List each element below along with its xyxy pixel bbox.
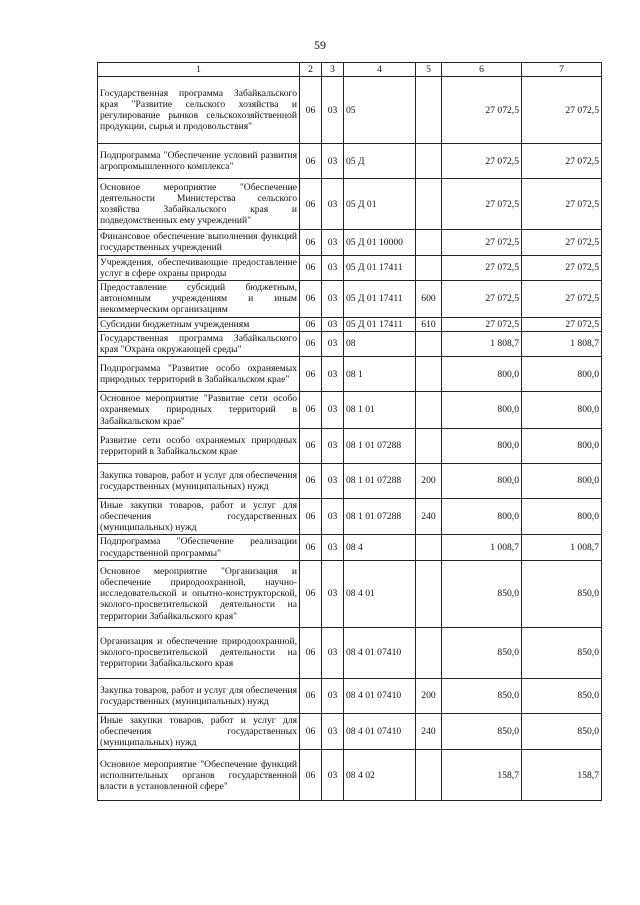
page-number: 59 <box>314 38 326 52</box>
row-code-rz: 06 <box>300 678 322 713</box>
row-code-pr: 03 <box>322 317 344 331</box>
row-amount-year1: 850,0 <box>442 627 522 678</box>
row-code-vr <box>416 560 442 627</box>
row-code-csr: 08 4 01 07410 <box>344 713 416 750</box>
table-row <box>98 463 602 498</box>
row-amount-year1: 800,0 <box>442 498 522 535</box>
row-code-csr: 05 Д 01 17411 <box>344 317 416 331</box>
row-name: Учреждения, обеспечивающие предоставление услуг в сфере охраны природы <box>98 255 300 280</box>
row-code-rz: 06 <box>300 144 322 179</box>
row-code-rz: 06 <box>300 463 322 498</box>
row-code-csr: 05 Д 01 17411 <box>344 281 416 318</box>
row-code-vr <box>416 331 442 356</box>
row-code-vr <box>416 179 442 230</box>
row-amount-year1: 27 072,5 <box>442 230 522 255</box>
column-header: 7 <box>522 63 602 77</box>
row-amount-year2: 1 008,7 <box>522 535 602 560</box>
column-number-header-row <box>98 63 602 77</box>
row-code-pr: 03 <box>322 230 344 255</box>
table-row <box>98 331 602 356</box>
row-code-pr: 03 <box>322 77 344 144</box>
row-code-pr: 03 <box>322 627 344 678</box>
row-name: Развитие сети особо охраняемых природных территорий в Забайкальском крае <box>98 428 300 463</box>
row-code-rz: 06 <box>300 713 322 750</box>
table-row <box>98 144 602 179</box>
row-name: Финансовое обеспечение выполнения функций государственных учреждений <box>98 230 300 255</box>
row-code-vr <box>416 357 442 392</box>
row-name: Государственная программа Забайкальского края "Охрана окружающей среды" <box>98 331 300 356</box>
row-amount-year2: 1 808,7 <box>522 331 602 356</box>
row-amount-year1: 27 072,5 <box>442 144 522 179</box>
table-row <box>98 392 602 429</box>
row-name: Подпрограмма "Обеспечение реализации государственной программы" <box>98 535 300 560</box>
column-header: 3 <box>322 63 344 77</box>
row-code-vr <box>416 428 442 463</box>
row-code-pr: 03 <box>322 428 344 463</box>
row-code-rz: 06 <box>300 535 322 560</box>
row-code-rz: 06 <box>300 281 322 318</box>
row-code-csr: 08 <box>344 331 416 356</box>
table-row <box>98 678 602 713</box>
row-amount-year2: 27 072,5 <box>522 281 602 318</box>
row-code-rz: 06 <box>300 627 322 678</box>
row-amount-year2: 27 072,5 <box>522 317 602 331</box>
row-code-rz: 06 <box>300 331 322 356</box>
row-amount-year1: 800,0 <box>442 428 522 463</box>
row-name: Подпрограмма "Развитие особо охраняемых природных территорий в Забайкальском крае" <box>98 357 300 392</box>
row-name: Подпрограмма "Обеспечение условий развития агропромышленного комплекса" <box>98 144 300 179</box>
row-amount-year2: 158,7 <box>522 750 602 801</box>
row-amount-year2: 850,0 <box>522 678 602 713</box>
row-code-csr: 05 <box>344 77 416 144</box>
row-code-vr: 200 <box>416 678 442 713</box>
row-code-csr: 08 4 01 07410 <box>344 678 416 713</box>
row-code-rz: 06 <box>300 428 322 463</box>
row-amount-year1: 850,0 <box>442 713 522 750</box>
table-row <box>98 317 602 331</box>
row-code-vr: 610 <box>416 317 442 331</box>
row-code-csr: 05 Д 01 <box>344 179 416 230</box>
row-code-pr: 03 <box>322 179 344 230</box>
row-amount-year1: 27 072,5 <box>442 255 522 280</box>
column-header: 4 <box>344 63 416 77</box>
row-code-vr <box>416 144 442 179</box>
row-code-rz: 06 <box>300 179 322 230</box>
row-name: Основное мероприятие "Обеспечение деятельности Министерства сельского хозяйства Забайкальского края и подведомственных ему учреждений" <box>98 179 300 230</box>
row-code-pr: 03 <box>322 535 344 560</box>
row-name: Иные закупки товаров, работ и услуг для обеспечения государственных (муниципальных) нужд <box>98 713 300 750</box>
row-code-vr: 200 <box>416 463 442 498</box>
row-code-csr: 08 4 02 <box>344 750 416 801</box>
row-code-pr: 03 <box>322 144 344 179</box>
column-header: 2 <box>300 63 322 77</box>
row-code-pr: 03 <box>322 750 344 801</box>
row-code-rz: 06 <box>300 560 322 627</box>
row-name: Основное мероприятие "Обеспечение функций исполнительных органов государственной власти в установленной сфере" <box>98 750 300 801</box>
row-code-csr: 08 1 <box>344 357 416 392</box>
row-amount-year1: 27 072,5 <box>442 179 522 230</box>
row-code-csr: 08 1 01 07288 <box>344 463 416 498</box>
row-amount-year1: 1 008,7 <box>442 535 522 560</box>
row-code-vr <box>416 255 442 280</box>
row-amount-year1: 850,0 <box>442 678 522 713</box>
row-amount-year2: 27 072,5 <box>522 179 602 230</box>
table-row <box>98 255 602 280</box>
row-amount-year1: 27 072,5 <box>442 317 522 331</box>
row-name: Закупка товаров, работ и услуг для обеспечения государственных (муниципальных) нужд <box>98 678 300 713</box>
budget-table <box>97 62 602 801</box>
row-code-rz: 06 <box>300 317 322 331</box>
row-amount-year2: 800,0 <box>522 428 602 463</box>
row-code-vr: 240 <box>416 713 442 750</box>
table-row <box>98 713 602 750</box>
row-code-rz: 06 <box>300 750 322 801</box>
row-amount-year2: 27 072,5 <box>522 77 602 144</box>
row-code-pr: 03 <box>322 560 344 627</box>
row-code-csr: 05 Д 01 17411 <box>344 255 416 280</box>
row-amount-year1: 27 072,5 <box>442 77 522 144</box>
row-code-pr: 03 <box>322 463 344 498</box>
row-code-rz: 06 <box>300 230 322 255</box>
row-code-vr <box>416 750 442 801</box>
row-name: Субсидии бюджетным учреждениям <box>98 317 300 331</box>
row-code-pr: 03 <box>322 713 344 750</box>
row-amount-year2: 800,0 <box>522 498 602 535</box>
row-code-vr <box>416 627 442 678</box>
row-code-csr: 08 4 01 <box>344 560 416 627</box>
table-row <box>98 498 602 535</box>
row-code-csr: 08 4 <box>344 535 416 560</box>
row-code-csr: 08 1 01 <box>344 392 416 429</box>
row-amount-year1: 800,0 <box>442 463 522 498</box>
row-amount-year1: 800,0 <box>442 357 522 392</box>
row-code-rz: 06 <box>300 255 322 280</box>
row-code-vr: 600 <box>416 281 442 318</box>
row-code-vr <box>416 535 442 560</box>
row-amount-year2: 800,0 <box>522 357 602 392</box>
row-code-pr: 03 <box>322 331 344 356</box>
row-amount-year1: 800,0 <box>442 392 522 429</box>
row-code-csr: 08 4 01 07410 <box>344 627 416 678</box>
row-name: Основное мероприятие "Развитие сети особо охраняемых природных территорий в Забайкальском крае" <box>98 392 300 429</box>
table-row <box>98 560 602 627</box>
row-amount-year1: 1 808,7 <box>442 331 522 356</box>
table-row <box>98 281 602 318</box>
row-name: Государственная программа Забайкальского края "Развитие сельского хозяйства и регулирование рынков сельскохозяйственной продукции, сырья и продовольствия" <box>98 77 300 144</box>
table-row <box>98 77 602 144</box>
row-code-pr: 03 <box>322 498 344 535</box>
row-code-csr: 08 1 01 07288 <box>344 498 416 535</box>
row-amount-year2: 27 072,5 <box>522 144 602 179</box>
row-name: Иные закупки товаров, работ и услуг для обеспечения государственных (муниципальных) нужд <box>98 498 300 535</box>
row-code-vr: 240 <box>416 498 442 535</box>
row-amount-year1: 27 072,5 <box>442 281 522 318</box>
row-code-rz: 06 <box>300 357 322 392</box>
row-name: Организация и обеспечение природоохранной, эколого-просветительской деятельности на территории Забайкальского края <box>98 627 300 678</box>
table-row <box>98 627 602 678</box>
row-code-rz: 06 <box>300 498 322 535</box>
row-amount-year2: 850,0 <box>522 560 602 627</box>
table-row <box>98 357 602 392</box>
row-amount-year2: 850,0 <box>522 627 602 678</box>
table-row <box>98 179 602 230</box>
row-code-vr <box>416 230 442 255</box>
row-code-pr: 03 <box>322 281 344 318</box>
row-code-pr: 03 <box>322 678 344 713</box>
row-code-vr <box>416 392 442 429</box>
column-header: 1 <box>98 63 300 77</box>
row-code-rz: 06 <box>300 392 322 429</box>
row-amount-year2: 800,0 <box>522 463 602 498</box>
row-amount-year2: 27 072,5 <box>522 255 602 280</box>
table-row <box>98 535 602 560</box>
row-code-vr <box>416 77 442 144</box>
row-amount-year2: 850,0 <box>522 713 602 750</box>
table-row <box>98 428 602 463</box>
row-name: Основное мероприятие "Организация и обеспечение природоохранной, научно-исследовательской и опытно-конструкторской, эколого-просветительской деятельности на территории Забайкальского края" <box>98 560 300 627</box>
column-header: 6 <box>442 63 522 77</box>
row-amount-year2: 800,0 <box>522 392 602 429</box>
column-header: 5 <box>416 63 442 77</box>
row-code-csr: 05 Д 01 10000 <box>344 230 416 255</box>
row-code-pr: 03 <box>322 392 344 429</box>
row-code-rz: 06 <box>300 77 322 144</box>
row-code-pr: 03 <box>322 357 344 392</box>
row-code-csr: 05 Д <box>344 144 416 179</box>
row-amount-year1: 850,0 <box>442 560 522 627</box>
row-code-pr: 03 <box>322 255 344 280</box>
table-row <box>98 230 602 255</box>
row-name: Закупка товаров, работ и услуг для обеспечения государственных (муниципальных) нужд <box>98 463 300 498</box>
table-row <box>98 750 602 801</box>
row-code-csr: 08 1 01 07288 <box>344 428 416 463</box>
row-amount-year2: 27 072,5 <box>522 230 602 255</box>
row-amount-year1: 158,7 <box>442 750 522 801</box>
row-name: Предоставление субсидий бюджетным, автономным учреждениям и иным некоммерческим организациям <box>98 281 300 318</box>
